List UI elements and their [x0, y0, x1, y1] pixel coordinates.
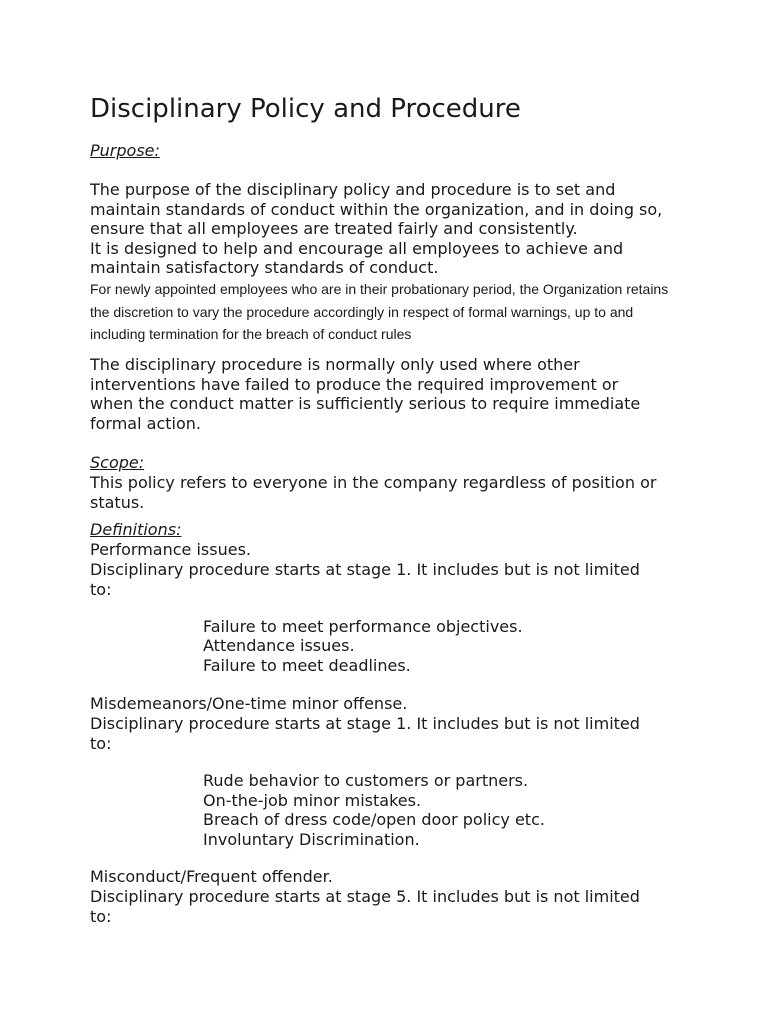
- scope-text: This policy refers to everyone in the company regardless of position or status.: [90, 473, 657, 512]
- document-title: Disciplinary Policy and Procedure: [90, 94, 521, 124]
- purpose-heading: Purpose:: [90, 141, 160, 160]
- performance-title: Performance issues.: [90, 540, 251, 559]
- misconduct-intro: Disciplinary procedure starts at stage 5. It includes but is not limited to:: [90, 887, 640, 926]
- list-text: On-the-job minor mistakes.: [203, 791, 422, 810]
- list-text: Attendance issues.: [203, 636, 355, 655]
- list-text: Involuntary Discrimination.: [203, 830, 420, 849]
- purpose-paragraph: The purpose of the disciplinary policy and procedure is to set and maintain standards of conduct within the organization, and in doing so, ensure that all employees are treated fairly and consistently. It is designed to help and encourage all employees to achieve and maintain satisfactory standards of conduct.: [90, 180, 663, 278]
- misconduct-title: Misconduct/Frequent offender.: [90, 867, 333, 886]
- procedure-paragraph: The disciplinary procedure is normally only used where other interventions have failed to produce the required improvement or when the conduct matter is sufficiently serious to require immediate formal action.: [90, 355, 641, 433]
- list-text: Failure to meet performance objectives.: [203, 617, 523, 636]
- list-text: Rude behavior to customers or partners.: [203, 771, 529, 790]
- list-text: Failure to meet deadlines.: [203, 656, 411, 675]
- definitions-heading: Definitions:: [90, 520, 182, 539]
- scope-heading: Scope:: [90, 453, 145, 472]
- list-text: Breach of dress code/open door policy etc.: [203, 810, 545, 829]
- misdemeanors-title: Misdemeanors/One-time minor offense.: [90, 694, 408, 713]
- performance-intro: Disciplinary procedure starts at stage 1. It includes but is not limited to:: [90, 560, 640, 599]
- probation-paragraph: For newly appointed employees who are in their probationary period, the Organization retains the discretion to vary the procedure accordingly in respect of formal warnings, up to and including termination for the breach of conduct rules: [90, 281, 669, 342]
- misdemeanors-intro: Disciplinary procedure starts at stage 1. It includes but is not limited to:: [90, 714, 640, 753]
